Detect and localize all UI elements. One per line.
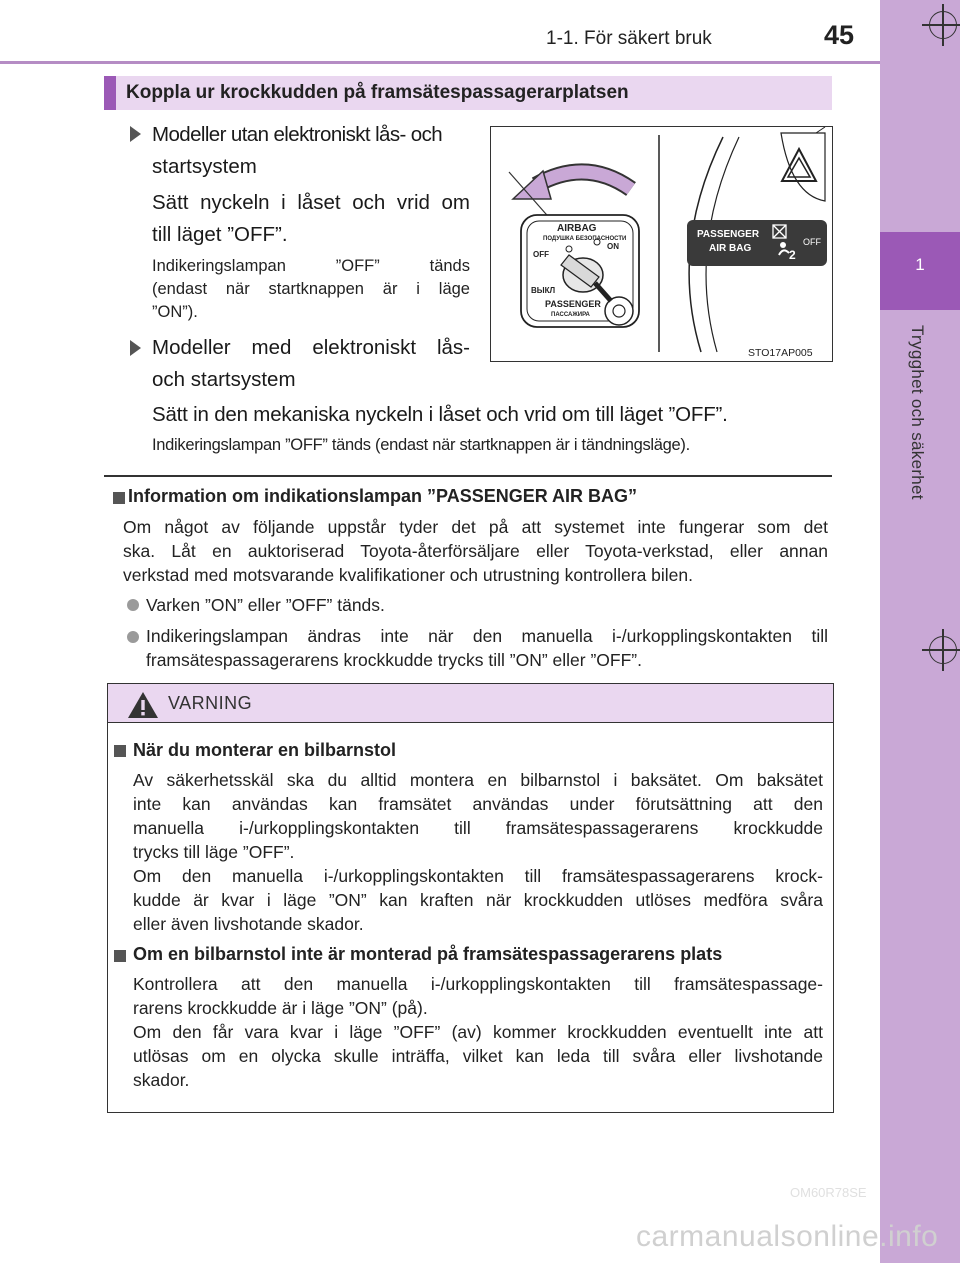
watermark: OM60R78SE [790, 1185, 867, 1200]
section-header: 1-1. För säkert bruk [546, 28, 712, 49]
info-para-line3: verkstad med motsvarande kvalifikationer och utrustning kontrollera bilen. [123, 565, 694, 585]
model1-heading-line2: startsystem [152, 155, 257, 178]
square-bullet-icon [114, 950, 126, 962]
model2-heading-line1: Modeller med elektroniskt lås- [152, 336, 470, 359]
header-rule [0, 61, 880, 64]
info-bullet2-line2: framsätespassagerarens krockkudde trycks till ”ON” eller ”OFF”. [146, 650, 642, 670]
warning-s2-line3: Om den får vara kvar i läge ”OFF” (av) kommer krockkudden eventuellt inte att [133, 1022, 823, 1042]
title-text: Koppla ur krockkudden på framsätespassagerarplatsen [126, 82, 629, 103]
switch-label-airbag: AIRBAG [557, 223, 597, 234]
section-divider [104, 475, 832, 477]
square-bullet-icon [114, 745, 126, 757]
info-para-line1: Om något av följande uppstår tyder det på att systemet inte fungerar som det [123, 517, 828, 537]
indicator-label-airbag: AIR BAG [709, 243, 752, 254]
model1-instruction-line1: Sätt nyckeln i låset och vrid om [152, 191, 470, 214]
warning-s1-line5: Om den manuella i-/urkopplingskontakten till framsätespassagerarens krock- [133, 866, 823, 886]
illustration-svg [491, 127, 831, 360]
round-bullet-icon [127, 631, 139, 643]
warning-section1-heading: När du monterar en bilbarnstol [133, 740, 397, 760]
page-number: 45 [824, 20, 855, 50]
warning-title: VARNING [168, 693, 253, 713]
info-para-line2: ska. Låt en auktoriserad Toyota-återförsäljare eller Toyota-verkstad, eller annan [123, 541, 828, 561]
triangle-bullet-icon [130, 340, 141, 356]
model2-note: Indikeringslampan ”OFF” tänds (endast när startknappen är i tändningsläge). [152, 436, 690, 454]
model1-note-line3: ”ON”). [152, 303, 198, 321]
airbag-switch-illustration [490, 126, 833, 362]
model2-heading-line2: och startsystem [152, 368, 296, 391]
model1-heading-line1: Modeller utan elektroniskt lås- och [152, 123, 443, 146]
triangle-bullet-icon [130, 126, 141, 142]
switch-label-passenger: PASSENGER [545, 299, 601, 309]
warning-triangle-icon [126, 690, 160, 720]
registration-mark-middle [929, 636, 957, 664]
side-bar [880, 0, 960, 1263]
warning-s1-line6: kudde är kvar i läge ”ON” kan kraften när krockkudden utlöses medföra svåra [133, 890, 823, 910]
warning-s1-line3: manuella i-/urkopplingskontakten till framsätespassagerarens krockkudde [133, 818, 823, 838]
switch-label-off: OFF [533, 250, 549, 259]
figure-code: STO17AP005 [748, 347, 813, 359]
switch-label-passazhira: ПАССАЖИРА [551, 312, 590, 318]
square-bullet-icon [113, 492, 125, 504]
model1-instruction-line2: till läget ”OFF”. [152, 223, 288, 246]
round-bullet-icon [127, 599, 139, 611]
svg-text:2: 2 [789, 248, 796, 262]
info-bullet2-line1: Indikeringslampan ändras inte när den manuella i-/urkopplingskontakten till [146, 626, 828, 646]
info-bullet1: Varken ”ON” eller ”OFF” tänds. [146, 595, 385, 615]
warning-s2-line2: rarens krockkudde är i läge ”ON” (på). [133, 998, 428, 1018]
indicator-label-passenger: PASSENGER [697, 229, 760, 240]
warning-s2-line4: utlösas om en olycka skulle inträffa, vilket kan leda till svåra eller livshotande [133, 1046, 823, 1066]
switch-label-cyrillic: ПОДУШКА БЕЗОПАСНОСТИ [543, 236, 627, 242]
warning-section2-heading: Om en bilbarnstol inte är monterad på framsätespassagerarens plats [133, 944, 723, 964]
warning-s1-line7: eller även livshotande skador. [133, 914, 364, 934]
warning-s2-line5: skador. [133, 1070, 190, 1090]
chapter-number: 1 [915, 255, 925, 274]
switch-label-on: ON [607, 242, 619, 251]
indicator-label-off: OFF [803, 237, 821, 247]
warning-s2-line1: Kontrollera att den manuella i-/urkopplingskontakten till framsätespassage- [133, 974, 823, 994]
model1-note-line1: Indikeringslampan ”OFF” tänds [152, 257, 470, 275]
warning-s1-line2: inte kan användas kan framsätet användas under förutsättning att den [133, 794, 823, 814]
registration-mark-top [929, 11, 957, 39]
model1-note-line2: (endast när startknappen är i läge [152, 280, 470, 298]
warning-s1-line1: Av säkerhetsskäl ska du alltid montera en bilbarnstol i baksätet. Om baksätet [133, 770, 823, 790]
model2-instruction: Sätt in den mekaniska nyckeln i låset och vrid om till läget ”OFF”. [152, 403, 728, 426]
switch-label-vykl: ВЫКЛ [531, 286, 556, 295]
chapter-title: Trygghet och säkerhet [908, 325, 927, 500]
info-heading: Information om indikationslampan ”PASSENGER AIR BAG” [128, 486, 638, 506]
warning-s1-line4: trycks till läge ”OFF”. [133, 842, 295, 862]
footer-site[interactable]: carmanualsonline.info [636, 1220, 939, 1253]
